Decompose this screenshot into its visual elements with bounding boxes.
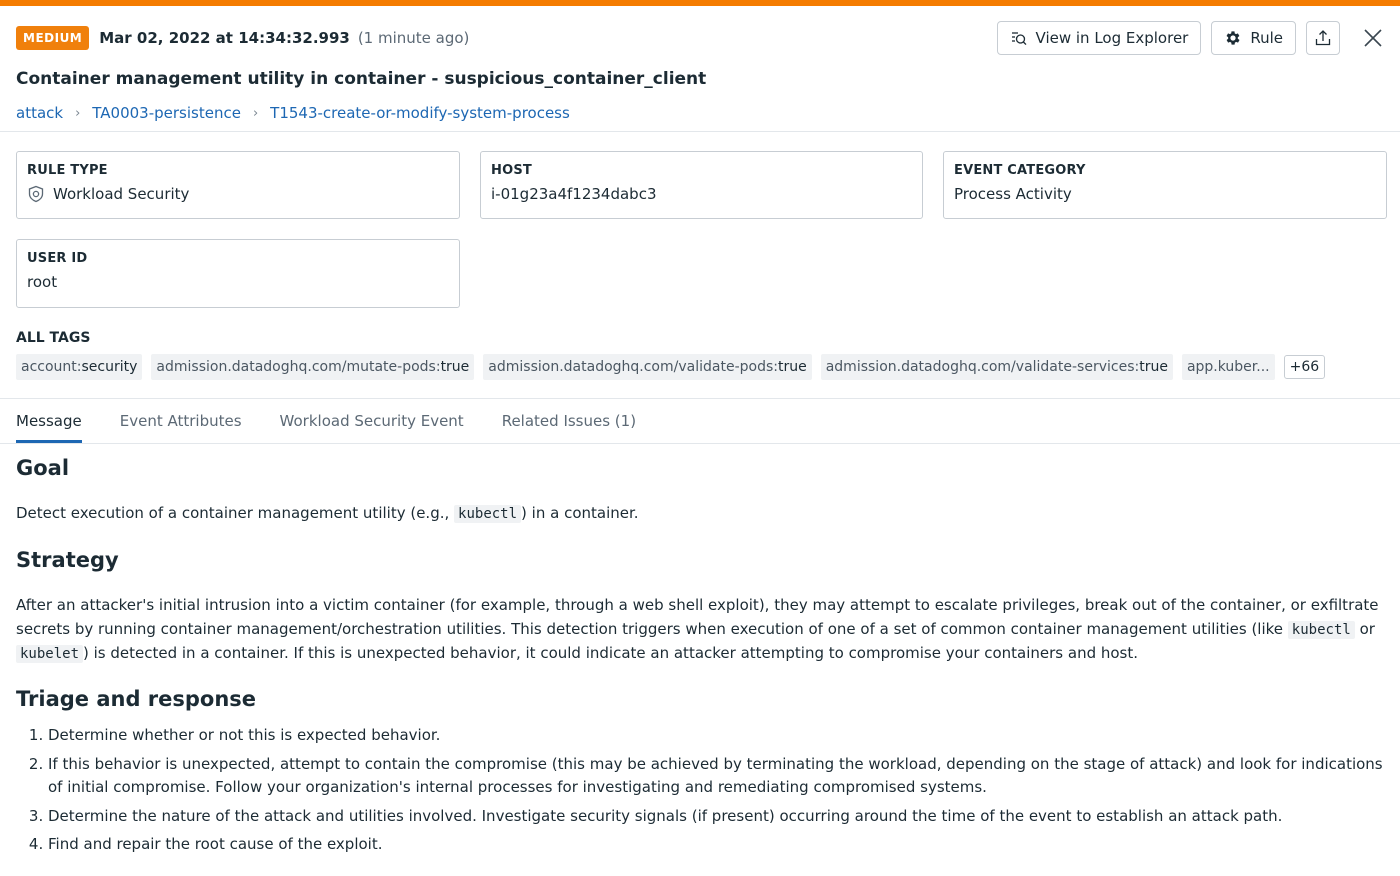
rule-type-value: Workload Security (53, 185, 190, 203)
tab-related-issues[interactable]: Related Issues (1) (501, 412, 637, 430)
triage-heading: Triage and response (16, 687, 257, 711)
goal-heading: Goal (16, 456, 70, 480)
tag-key: account: (21, 359, 82, 375)
rule-button-label: Rule (1250, 29, 1283, 47)
signal-title: Container management utility in container - suspicious_container_client (16, 69, 707, 89)
signal-relative-time: (1 minute ago) (357, 29, 470, 47)
rule-type-value-row (27, 185, 449, 203)
strategy-code: kubectl (1288, 621, 1355, 639)
tag-value: true (440, 359, 470, 375)
breadcrumb-tactic-group[interactable]: attack (16, 104, 64, 122)
tags-divider (0, 398, 1400, 399)
share-icon (1314, 29, 1332, 47)
event-category-label: EVENT CATEGORY (954, 163, 1086, 178)
triage-steps (16, 724, 1386, 862)
list-item: 4. Find and repair the root cause of the exploit. (48, 833, 1386, 857)
signal-tabs (16, 400, 636, 443)
tab-workload-security-event[interactable]: Workload Security Event (279, 412, 464, 430)
tabs-divider (0, 443, 1400, 444)
chevron-right-icon: › (75, 105, 81, 121)
signal-header (16, 24, 469, 52)
breadcrumb (16, 104, 570, 122)
tag-value: true (777, 359, 807, 375)
strategy-code: kubelet (16, 645, 83, 663)
severity-badge: MEDIUM (16, 26, 89, 50)
rule-type-card (16, 151, 460, 219)
tag-value: true (1139, 359, 1168, 375)
event-category-value: Process Activity (954, 185, 1072, 203)
user-id-value: root (27, 273, 58, 291)
signal-datetime: Mar 02, 2022 at 14:34:32.993 (99, 29, 350, 47)
user-id-card (16, 239, 460, 308)
chevron-right-icon: › (252, 105, 259, 121)
tag-item[interactable] (16, 354, 142, 380)
header-actions (997, 21, 1386, 55)
view-in-log-explorer-button[interactable] (997, 21, 1202, 55)
log-explorer-icon (1010, 29, 1028, 47)
tab-message[interactable]: Message (16, 400, 82, 443)
goal-text-part: Detect execution of a container management utility (e.g., (16, 504, 455, 522)
tag-item[interactable] (821, 354, 1173, 380)
breadcrumb-tactic[interactable]: TA0003-persistence (92, 104, 241, 122)
tag-list (16, 354, 1325, 380)
close-icon (1363, 28, 1383, 48)
tag-item[interactable] (483, 354, 811, 380)
tag-key: admission.datadoghq.com/validate-services: (825, 359, 1140, 375)
list-item: 3. Determine the nature of the attack and utilities involved. Investigate security signals (if present) occurring around the time of the event to establish an attack path. (48, 805, 1386, 829)
all-tags-label: ALL TAGS (16, 330, 91, 346)
strategy-text-part: After an attacker's initial intrusion into a victim container (for example, through a web shell exploit), they may attempt to escalate privileges, break out of the container, or exfiltrate secrets by running container management/orchestration utilities. This detection triggers when execution of one of a set of common container management utilities (like (16, 596, 1379, 638)
rule-button[interactable] (1211, 21, 1296, 55)
tag-item[interactable] (151, 354, 474, 380)
breadcrumb-technique[interactable]: T1543-create-or-modify-system-process (270, 104, 570, 122)
more-tags-button[interactable]: +66 (1284, 355, 1326, 379)
user-id-label: USER ID (27, 251, 88, 266)
strategy-text (16, 594, 1386, 667)
rule-type-label: RULE TYPE (27, 163, 108, 178)
share-button[interactable] (1306, 21, 1340, 55)
tag-key: admission.datadoghq.com/validate-pods: (488, 359, 778, 375)
host-label: HOST (491, 163, 532, 178)
tab-event-attributes[interactable]: Event Attributes (119, 412, 242, 430)
shield-icon (27, 185, 45, 203)
list-item: 2. If this behavior is unexpected, attempt to contain the compromise (this may be achieved by terminating the workload, depending on the stage of attack) and look for indications of initial compromise. Follow your organization's internal processes for investigating and remediating compromised systems. (48, 753, 1386, 800)
header-divider (0, 131, 1400, 132)
goal-text-part: ) in a container. (521, 504, 639, 522)
event-category-card (943, 151, 1387, 219)
host-card (480, 151, 923, 219)
severity-accent-bar (0, 0, 1400, 6)
tag-key: admission.datadoghq.com/mutate-pods: (156, 359, 441, 375)
tag-value: security (81, 359, 138, 375)
list-item: 1. Determine whether or not this is expected behavior. (48, 724, 1386, 748)
goal-code: kubectl (454, 505, 521, 523)
tag-item-truncated[interactable] (1182, 354, 1275, 380)
goal-text (16, 502, 1386, 527)
gear-icon (1224, 29, 1242, 47)
view-in-log-explorer-label: View in Log Explorer (1035, 29, 1189, 47)
strategy-heading: Strategy (16, 548, 119, 572)
strategy-text-part: or (1354, 619, 1375, 638)
tag-key: app.kuber... (1186, 359, 1270, 375)
strategy-text-part: ) is detected in a container. If this is unexpected behavior, it could indicate an attacker attempting to compromise your containers and host. (83, 644, 1139, 662)
close-button[interactable] (1360, 25, 1386, 51)
host-value[interactable]: i-01g23a4f1234dabc3 (491, 185, 657, 203)
